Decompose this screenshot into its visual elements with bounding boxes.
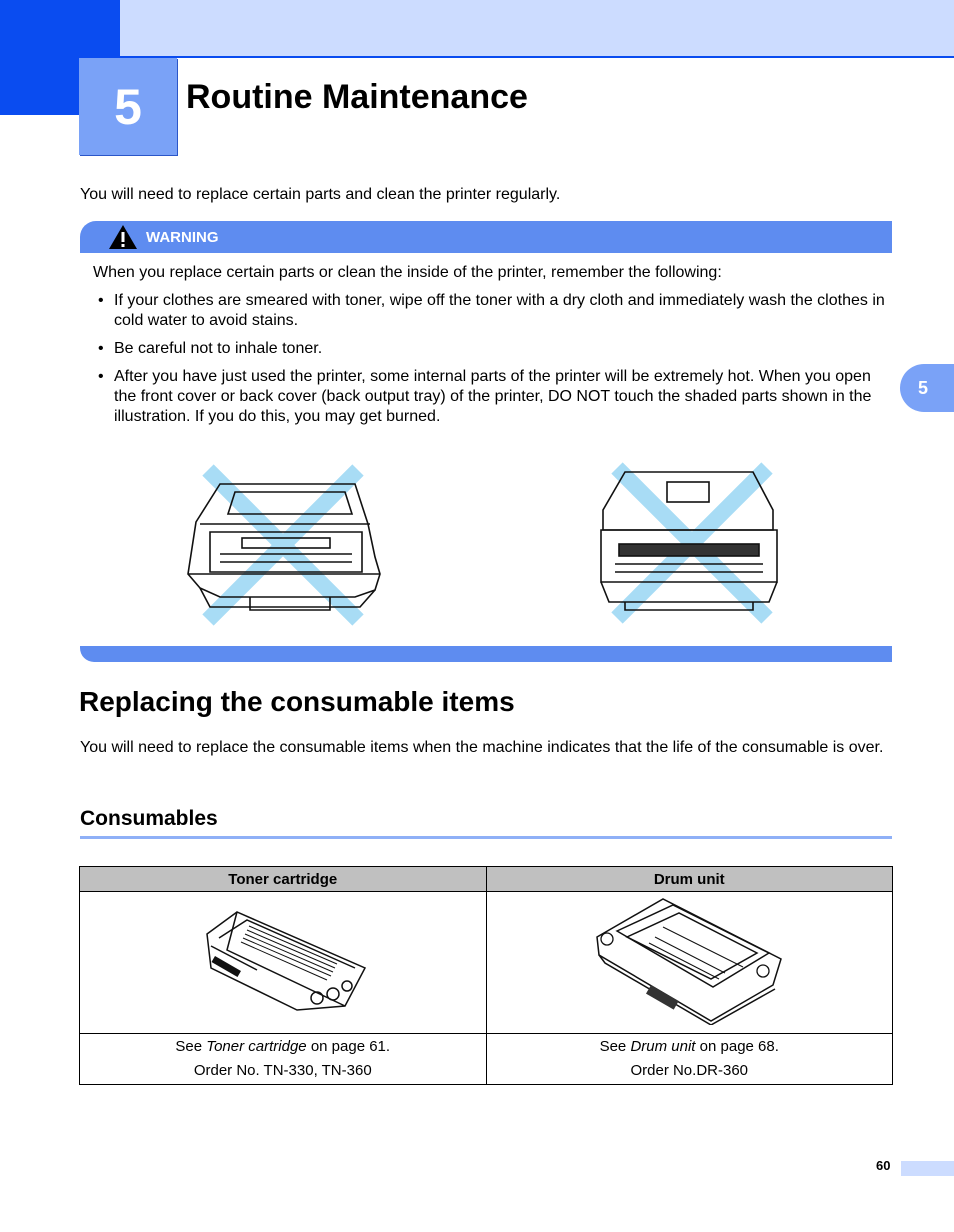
drum-unit-link[interactable]: Drum unit: [630, 1038, 696, 1055]
drum-image-cell: [486, 892, 893, 1034]
header-rule: [120, 56, 954, 58]
warning-label: WARNING: [146, 228, 219, 246]
toner-cartridge-illustration: [197, 906, 369, 1016]
drum-unit-illustration: [593, 897, 785, 1025]
section-title: Replacing the consumable items: [79, 686, 515, 717]
chapter-title: Routine Maintenance: [186, 78, 528, 116]
intro-text: You will need to replace certain parts and clean the printer regularly.: [80, 186, 561, 203]
column-header-drum: Drum unit: [486, 867, 893, 892]
consumables-rule: [80, 836, 892, 839]
section-text: You will need to replace the consumable items when the machine indicates that the life of the consumable is over.: [80, 739, 884, 756]
drum-reference-cell: [486, 1034, 893, 1085]
warning-bullet: • If your clothes are smeared with toner, wipe off the toner with a dry cloth and immediately wash the clothes in cold water to avoid stains.: [98, 291, 888, 331]
toner-see-line: See Toner cartridge on page 61.: [175, 1038, 391, 1055]
drum-order-number: Order No.DR-360: [630, 1062, 749, 1079]
drum-see-line: See Drum unit on page 68.: [599, 1038, 779, 1055]
warning-footer-bar: [80, 646, 892, 662]
consumables-table: [79, 866, 893, 1085]
toner-image-cell: [80, 892, 487, 1034]
warning-intro: When you replace certain parts or clean the inside of the printer, remember the following:: [93, 264, 722, 281]
warning-triangle-icon: [108, 224, 138, 250]
warning-header: [80, 221, 892, 253]
column-header-toner: Toner cartridge: [80, 867, 487, 892]
toner-reference-cell: [80, 1034, 487, 1085]
page-number: 60: [876, 1158, 891, 1173]
chapter-number: 5: [79, 58, 177, 155]
printer-front-open-illustration: [180, 462, 385, 627]
warning-bullet: • Be careful not to inhale toner.: [98, 339, 888, 359]
chapter-side-tab[interactable]: 5: [900, 364, 954, 412]
page-number-bar: [901, 1161, 954, 1176]
warning-bullet: • After you have just used the printer, some internal parts of the printer will be extremely hot. When you open the front cover or back cover (back output tray) of the printer, DO NOT touch the shaded parts shown in the illustration. If you do this, you may get burned.: [98, 367, 888, 427]
printer-back-open-illustration: [595, 460, 783, 625]
warning-bullets: [98, 291, 888, 435]
header-band: [120, 0, 954, 56]
toner-order-number: Order No. TN-330, TN-360: [193, 1062, 372, 1079]
toner-cartridge-link[interactable]: Toner cartridge: [206, 1038, 307, 1055]
consumables-heading: Consumables: [80, 807, 218, 830]
